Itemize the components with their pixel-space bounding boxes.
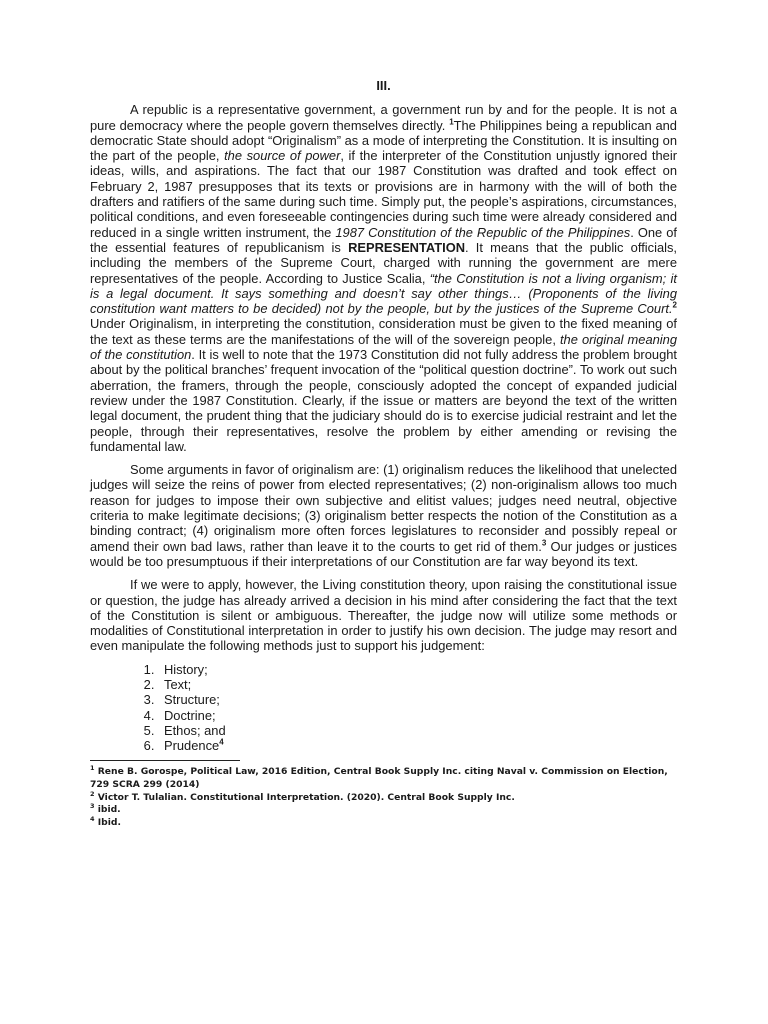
footnote-text: Victor T. Tulalian. Constitutional Interpretation. (2020). Central Book Supply Inc. [94, 791, 515, 803]
footnote-text: ibid. [94, 804, 121, 816]
text-run: . It means that the public officials, including the members of the Supreme Court, charged with running the government are mere representatives of the people. According to Justice Scalia, [90, 239, 678, 286]
footnote-ref-3[interactable]: 3 [541, 538, 547, 548]
footnote-ref-2[interactable]: 2 [672, 300, 677, 310]
footnote-number: 2 [90, 789, 95, 798]
list-item [158, 738, 677, 753]
footnote-ref-1[interactable]: 1 [449, 117, 454, 127]
footnote-text: Ibid. [94, 816, 121, 828]
footnote-number: 4 [90, 814, 95, 823]
document-page [90, 78, 677, 829]
list-item: 1. History; [158, 662, 677, 677]
quote-run: “the Constitution is not a living organism; it is a legal document. It says something and doesn’t say other things… (Proponents of the living constitution want matters to be decided) not by the people, but by the justices of the Supreme Court. [90, 270, 677, 317]
list-item: 3. Structure; [158, 692, 677, 707]
list-item: 2. Text; [158, 677, 677, 692]
text-run: The Philippines being a republican and democratic State should adopt “Originalism” as a mode of interpreting the Constitution. It is insulting on the part of the people, [90, 117, 677, 164]
methods-list [90, 662, 677, 754]
paragraph-1 [90, 102, 677, 454]
text-run: Under Originalism, in interpreting the constitution, consideration must be given to the fixed meaning of the text as these terms are the manifestations of the will of the sovereign people, [90, 316, 677, 347]
italic-run: 1987 Constitution of the Republic of the Philippines [335, 224, 631, 240]
italic-run: the source of power [224, 148, 341, 164]
footnote-1 [90, 766, 677, 791]
footnote-number: 3 [90, 802, 95, 811]
list-item: 5. Ethos; and [158, 723, 677, 738]
paragraph-3: If we were to apply, however, the Living constitution theory, upon raising the constitutional issue or question, the judge has already arrived a decision in his mind after considering the fact that the text of the Constitution is silent or ambiguous. Thereafter, the judge now will utilize some methods or modalities of Constitutional interpretation in order to justify his own decision. The judge may resort and even manipulate the following methods just to support his judgement: [90, 577, 677, 654]
footnote-4 [90, 814, 677, 830]
text-run: Our judges or justices would be too presumptuous if their interpretations of our Constitution are far way beyond its text. [90, 538, 677, 569]
text-run: A republic is a representative government, a government run by and for the people. It is not a pure democracy where the people govern themselves directly. [90, 102, 677, 133]
text-run: , if the interpreter of the Constitution unjustly ignored their ideas, wills, and aspirations. The fact that our 1987 Constitution was drafted and took effect on February 2, 1987 presupposes that its texts or provisions are in harmony with the will of both the drafters and ratifiers of the same during such time. Simply put, the people’s aspirations, circumstances, political conditions, and even foreseeable contingencies during such time were already considered and reduced in a single written instrument, the [90, 148, 677, 240]
italic-run: the original meaning of the constitution [90, 331, 678, 363]
paragraph-2 [90, 462, 677, 569]
list-item-text: Prudence [164, 738, 220, 754]
text-run: . One of the essential features of republicanism is [90, 224, 677, 255]
footnote-ref-4[interactable]: 4 [219, 737, 224, 747]
text-run: Some arguments in favor of originalism are: (1) originalism reduces the likelihood that unelected judges will seize the reins of power from elected representatives; (2) non-originalism allows too much reason for judges to impose their own subjective and elitist values; judges need neutral, objective criteria to make legitimate decisions; (3) originalism better respects the notion of the Constitution as a binding contract; (4) originalism more often forces legislatures to reconsider and possibly repeal or amend their own bad laws, rather than leave it to the courts to get rid of them. [90, 462, 677, 554]
footnote-text: Rene B. Gorospe, Political Law, 2016 Edition, Central Book Supply Inc. citing Naval v. Commission on Election, 729 SCRA 299 (2014) [90, 766, 668, 791]
list-item: 4. Doctrine; [158, 708, 677, 723]
footnote-number: 1 [90, 764, 95, 773]
footnotes [90, 766, 677, 829]
section-heading: III. [376, 78, 391, 93]
bold-run: REPRESENTATION [348, 239, 466, 255]
footnote-separator [90, 760, 240, 761]
footnote-2 [90, 789, 677, 805]
text-run: . It is well to note that the 1973 Constitution did not fully address the problem brought about by the political branches’ frequent invocation of the “political question doctrine”. To work out such aberration, the framers, through the people, consciously adopted the concept of expanded judicial review under the 1987 Constitution. Clearly, if the issue or matters are beyond the text of the written legal document, the prudent thing that the judiciary should do is to exercise judicial restraint and let the people, through their representatives, resolve the problem by either amending or revising the fundamental law. [90, 347, 677, 454]
footnote-3 [90, 804, 677, 817]
